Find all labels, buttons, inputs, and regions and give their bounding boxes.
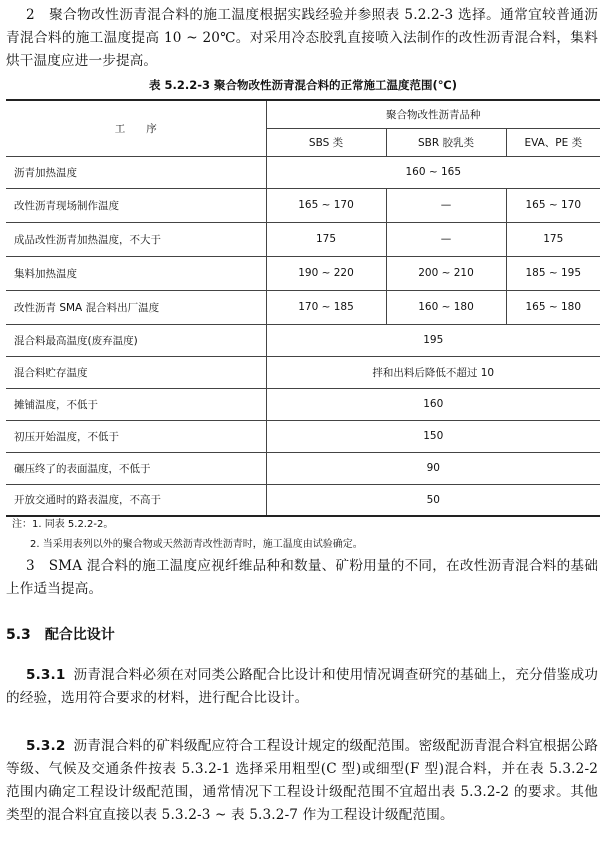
table-row	[6, 222, 600, 256]
table-note: 注：1. 同表 5.2.2-2。	[12, 519, 114, 530]
merged-cell: 150	[266, 420, 600, 452]
modifier-group-header: 聚合物改性沥青品种	[266, 100, 600, 128]
merged-cell: 195	[266, 324, 600, 356]
table-row	[6, 290, 600, 324]
table-note: 2. 当采用表列以外的聚合物或天然沥青改性沥青时，施工温度由试验确定。	[30, 539, 363, 550]
table-row	[6, 452, 600, 484]
column-header-sbr: SBR 胶乳类	[386, 128, 506, 156]
clause-number: 5.3.2	[26, 738, 66, 754]
table-cell: 165 ~ 170	[506, 188, 600, 222]
row-label: 改性沥青 SMA 混合料出厂温度	[6, 290, 266, 324]
item-number: 2	[26, 7, 35, 23]
row-label: 混合料贮存温度	[6, 356, 266, 388]
row-label: 成品改性沥青加热温度，不大于	[6, 222, 266, 256]
paragraph-text: 聚合物改性沥青混合料的施工温度根据实践经验并参照表 5.2.2-3 选择。通常宜较普通沥青混合料的施工温度提高 10 ~ 20℃。对采用冷态胶乳直接喷入法制作的改性沥青混合料，集料烘干温度应进一步提高。	[6, 7, 598, 69]
clause-text: 沥青混合料必须在对同类公路配合比设计和使用情况调查研究的基础上，充分借鉴成功的经验，选用符合要求的材料，进行配合比设计。	[6, 667, 598, 706]
table-cell: 200 ~ 210	[386, 256, 506, 290]
row-label: 摊铺温度，不低于	[6, 388, 266, 420]
column-header-sbs: SBS 类	[266, 128, 386, 156]
row-label: 集料加热温度	[6, 256, 266, 290]
merged-cell: 50	[266, 484, 600, 516]
clause-5-3-1	[6, 664, 598, 710]
row-label: 沥青加热温度	[6, 156, 266, 188]
table-row	[6, 188, 600, 222]
section-number: 5.3	[6, 627, 31, 643]
table-row	[6, 324, 600, 356]
row-label: 开放交通时的路表温度，不高于	[6, 484, 266, 516]
merged-cell: 90	[266, 452, 600, 484]
paragraph-sma-temperature	[6, 555, 598, 601]
merged-cell: 拌和出料后降低不超过 10	[266, 356, 600, 388]
row-label: 混合料最高温度(废弃温度)	[6, 324, 266, 356]
section-title: 配合比设计	[44, 627, 115, 643]
merged-cell: 160	[266, 388, 600, 420]
temperature-table	[6, 99, 600, 517]
table-cell: 165 ~ 180	[506, 290, 600, 324]
row-label: 碾压终了的表面温度，不低于	[6, 452, 266, 484]
table-caption: 表 5.2.2-3 聚合物改性沥青混合料的正常施工温度范围(℃)	[149, 78, 457, 92]
clause-5-3-2	[6, 735, 598, 827]
item-number: 3	[26, 558, 35, 574]
table-row	[6, 388, 600, 420]
table-cell: 190 ~ 220	[266, 256, 386, 290]
table-cell: 160 ~ 180	[386, 290, 506, 324]
section-heading	[6, 624, 115, 644]
table-notes	[12, 515, 363, 555]
table-row	[6, 356, 600, 388]
column-header-eva-pe: EVA、PE 类	[506, 128, 600, 156]
table-row	[6, 156, 600, 188]
table-cell: 175	[506, 222, 600, 256]
table-row	[6, 420, 600, 452]
table-header-row	[6, 100, 600, 128]
table-cell: 165 ~ 170	[266, 188, 386, 222]
paragraph-construction-temperature	[6, 4, 598, 73]
table-row	[6, 484, 600, 516]
table-cell: —	[386, 188, 506, 222]
table-cell: 175	[266, 222, 386, 256]
paragraph-text: SMA 混合料的施工温度应视纤维品种和数量、矿粉用量的不同，在改性沥青混合料的基础上作适当提高。	[6, 558, 598, 597]
table-cell: —	[386, 222, 506, 256]
row-label: 初压开始温度，不低于	[6, 420, 266, 452]
table-cell: 170 ~ 185	[266, 290, 386, 324]
process-column-header: 工 序	[6, 100, 266, 156]
merged-cell: 160 ~ 165	[266, 156, 600, 188]
clause-text: 沥青混合料的矿料级配应符合工程设计规定的级配范围。密级配沥青混合料宜根据公路等级、气候及交通条件按表 5.3.2-1 选择采用粗型(C 型)或细型(F 型)混合料，并在表 5.3.2-2 范围内确定工程设计级配范围，通常情况下工程设计级配范围不宜超出表 5.3.2-2 的要求。其他类型的混合料宜直接以表 5.3.2-3 ~ 表 5.3.2-7 作为工程设计级配范围。	[6, 738, 598, 823]
clause-number: 5.3.1	[26, 667, 66, 683]
row-label: 改性沥青现场制作温度	[6, 188, 266, 222]
table-row	[6, 256, 600, 290]
table-cell: 185 ~ 195	[506, 256, 600, 290]
